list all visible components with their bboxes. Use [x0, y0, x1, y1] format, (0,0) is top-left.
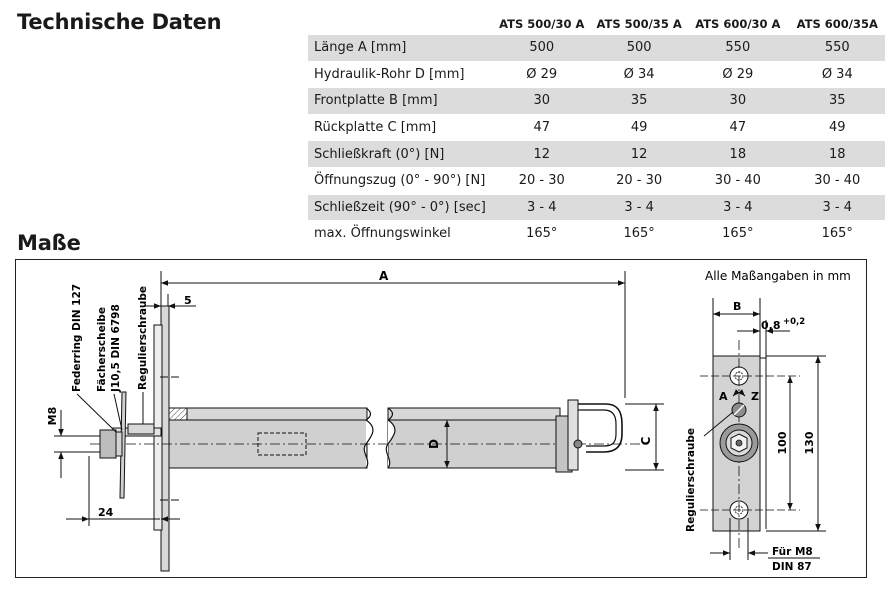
spec-cell: 49 — [592, 114, 686, 141]
dir-a-label: A — [718, 389, 728, 403]
spec-cell: 3 - 4 — [686, 194, 789, 221]
spec-cell: Ø 29 — [686, 61, 789, 88]
technical-data-heading: Technische Daten — [17, 10, 222, 34]
dimensions-heading: Maße — [17, 231, 81, 255]
spring-washer — [116, 432, 122, 456]
front-view — [685, 269, 851, 573]
spec-cell: 30 — [686, 88, 789, 115]
spec-row-label: Schließzeit (90° - 0°) [sec] — [308, 194, 491, 221]
spec-row — [308, 167, 885, 194]
spec-cell: 500 — [491, 35, 592, 61]
spec-row-label: Öffnungszug (0° - 90°) [N] — [308, 167, 491, 194]
spec-cell: 47 — [491, 114, 592, 141]
spec-cell: 30 - 40 — [686, 167, 789, 194]
dim-d-label: D — [426, 438, 441, 449]
spec-row — [308, 194, 885, 221]
spec-cell: 165° — [790, 221, 885, 248]
label-federring: Federring DIN 127 — [70, 283, 83, 392]
spec-row — [308, 141, 885, 168]
spec-cell: 550 — [686, 35, 789, 61]
dim-tolerance-label: 0,8 — [760, 318, 780, 332]
spec-row — [308, 61, 885, 88]
spec-cell: 49 — [790, 114, 885, 141]
label-regulierschraube-front: Regulierschraube — [684, 427, 697, 532]
spec-cell: 20 - 30 — [491, 167, 592, 194]
spec-row-label: Hydraulik-Rohr D [mm] — [308, 61, 491, 88]
spec-row — [308, 221, 885, 248]
connector-center — [736, 440, 742, 446]
spec-col-header: ATS 500/35 A — [596, 16, 682, 31]
end-cap-plate — [568, 400, 578, 470]
dim-24-label: 24 — [97, 505, 113, 519]
spec-cell: 3 - 4 — [790, 194, 885, 221]
piston-rod — [187, 408, 367, 420]
side-view — [46, 269, 664, 571]
spec-cell: Ø 34 — [592, 61, 686, 88]
spec-table — [308, 12, 885, 248]
spec-col-header: ATS 600/30 A — [695, 16, 781, 31]
dim-tolerance-sup: +0,2 — [782, 316, 805, 327]
spec-cell: 12 — [491, 141, 592, 168]
spec-cell: 18 — [686, 141, 789, 168]
leader-line — [77, 394, 116, 432]
spec-cell: Ø 34 — [790, 61, 885, 88]
spec-row-label: Länge A [mm] — [308, 35, 491, 61]
spec-col-header: ATS 500/30 A — [499, 16, 585, 31]
spec-row — [308, 88, 885, 115]
spec-cell: 35 — [790, 88, 885, 115]
regulating-screw — [128, 424, 154, 434]
label-din87: DIN 87 — [771, 560, 812, 573]
spec-cell: 18 — [790, 141, 885, 168]
bolt — [574, 440, 582, 448]
spec-cell: 165° — [592, 221, 686, 248]
spec-table-header — [308, 12, 885, 35]
spec-cell: 500 — [592, 35, 686, 61]
spec-row — [308, 35, 885, 61]
spec-cell: 550 — [790, 35, 885, 61]
spec-cell: 20 - 30 — [592, 167, 686, 194]
dim-5-label: 5 — [183, 293, 192, 307]
thread — [169, 408, 187, 420]
spec-cell: 30 — [491, 88, 592, 115]
spec-col-header: ATS 600/35A — [796, 16, 878, 31]
spec-header-empty — [308, 12, 491, 35]
spec-cell: 165° — [491, 221, 592, 248]
piston-rod — [388, 408, 560, 420]
spec-cell: Ø 29 — [491, 61, 592, 88]
nut — [100, 430, 116, 458]
dim-b-label: B — [732, 299, 741, 313]
dim-m8-label: M8 — [45, 406, 59, 425]
spec-cell: 47 — [686, 114, 789, 141]
spec-cell: 12 — [592, 141, 686, 168]
units-note: Alle Maßangaben in mm — [704, 268, 851, 283]
spec-cell: 35 — [592, 88, 686, 115]
dim-c-label: C — [638, 436, 653, 445]
label-fuer-m8: Für M8 — [771, 545, 813, 558]
spec-cell: 165° — [686, 221, 789, 248]
spec-cell: 3 - 4 — [491, 194, 592, 221]
dim-a-label: A — [378, 268, 388, 283]
leader-line — [114, 394, 122, 430]
spec-cell: 3 - 4 — [592, 194, 686, 221]
u-bracket — [578, 410, 616, 446]
label-faecherscheibe-spec: J10,5 DIN 6798 — [109, 303, 122, 392]
spec-row-label: Schließkraft (0°) [N] — [308, 141, 491, 168]
spec-row-label: Rückplatte C [mm] — [308, 114, 491, 141]
dir-z-label: Z — [750, 389, 759, 403]
dim-100-label: 100 — [775, 431, 789, 454]
spec-row-label: Frontplatte B [mm] — [308, 88, 491, 115]
label-faecherscheibe: Fächerscheibe — [95, 306, 108, 392]
technical-drawing-frame — [15, 259, 867, 578]
spec-row — [308, 114, 885, 141]
label-regulierschraube: Regulierschraube — [136, 285, 149, 390]
spec-cell: 30 - 40 — [790, 167, 885, 194]
dim-130-label: 130 — [802, 431, 816, 454]
spec-row-label: max. Öffnungswinkel — [308, 221, 491, 248]
technical-drawing — [15, 259, 867, 578]
